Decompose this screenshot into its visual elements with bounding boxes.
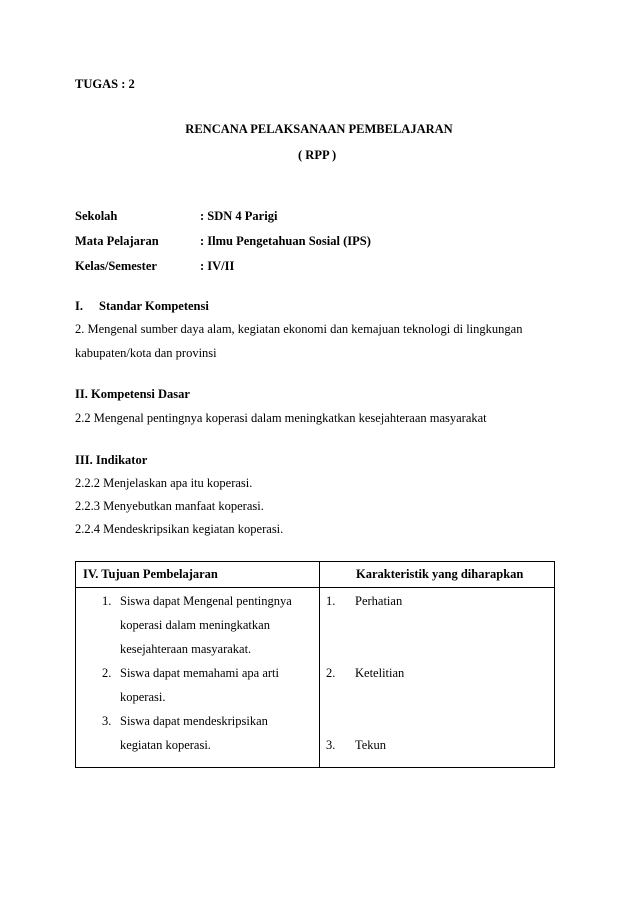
section-sk-line-1: 2. Mengenal sumber daya alam, kegiatan ekonomi dan kemajuan teknologi di lingkungan (75, 322, 523, 336)
table-header-objectives: IV. Tujuan Pembelajaran (76, 562, 320, 588)
trait-number: 2. (326, 666, 336, 680)
goal-text-line: kegiatan koperasi. (120, 738, 211, 752)
goal-text-line: Siswa dapat mendeskripsikan (120, 714, 268, 728)
goal-number: 1. (102, 594, 112, 608)
characteristics-cell (320, 588, 555, 768)
assignment-label: TUGAS : 2 (75, 77, 135, 91)
goal-text-line: Siswa dapat memahami apa arti (120, 666, 279, 680)
document-title: RENCANA PELAKSANAAN PEMBELAJARAN (185, 122, 453, 136)
indicator-item: 2.2.4 Mendeskripsikan kegiatan koperasi. (75, 522, 284, 536)
identity-label-subject: Mata Pelajaran (75, 234, 159, 248)
document-subtitle: ( RPP ) (298, 148, 337, 162)
indicator-item: 2.2.2 Menjelaskan apa itu koperasi. (75, 476, 253, 490)
trait-number: 3. (326, 738, 336, 752)
section-sk-number: I. (75, 299, 83, 313)
goal-text-line: Siswa dapat Mengenal pentingnya (120, 594, 292, 608)
trait-label: Ketelitian (355, 666, 405, 680)
goal-number: 3. (102, 714, 112, 728)
trait-number: 1. (326, 594, 336, 608)
section-kd-line-1: 2.2 Mengenal pentingnya koperasi dalam meningkatkan kesejahteraan masyarakat (75, 411, 487, 425)
table-header-row (76, 562, 555, 588)
objectives-cell (76, 588, 320, 768)
learning-objectives-table (75, 561, 555, 768)
section-sk-heading: Standar Kompetensi (99, 299, 209, 313)
section-sk-line-2: kabupaten/kota dan provinsi (75, 346, 217, 360)
identity-label-class: Kelas/Semester (75, 259, 157, 273)
trait-label: Perhatian (355, 594, 403, 608)
identity-label-school: Sekolah (75, 209, 118, 223)
table-row (76, 588, 555, 768)
trait-label: Tekun (355, 738, 387, 752)
identity-value-school: : SDN 4 Parigi (200, 209, 278, 223)
goal-number: 2. (102, 666, 112, 680)
goal-text-line: koperasi. (120, 690, 166, 704)
goal-text-line: koperasi dalam meningkatkan (120, 618, 270, 632)
table-header-characteristics: Karakteristik yang diharapkan (320, 562, 555, 588)
identity-value-class: : IV/II (200, 259, 235, 273)
indicator-item: 2.2.3 Menyebutkan manfaat koperasi. (75, 499, 264, 513)
goal-text-line: kesejahteraan masyarakat. (120, 642, 252, 656)
section-kd-heading: II. Kompetensi Dasar (75, 387, 190, 401)
section-ind-heading: III. Indikator (75, 453, 148, 467)
identity-value-subject: : Ilmu Pengetahuan Sosial (IPS) (200, 234, 371, 248)
